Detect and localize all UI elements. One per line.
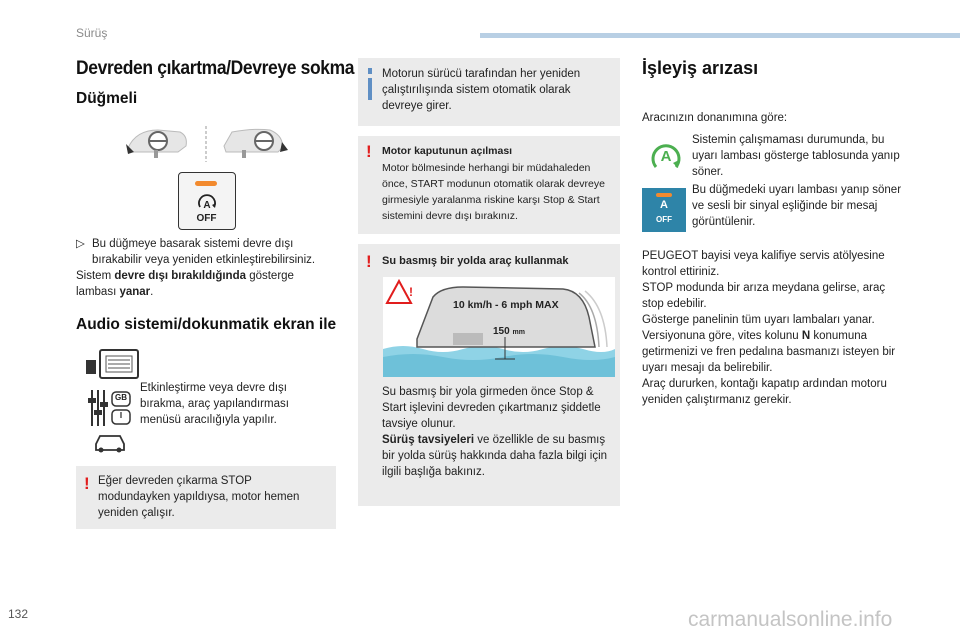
blue-off-button-icon: [642, 188, 686, 232]
info-icon-dot: [368, 68, 372, 74]
warning-icon: !: [84, 474, 90, 493]
stop-start-off-button[interactable]: [178, 172, 236, 230]
text-run: Su basmış bir yola girmeden önce Stop & Start işlevini devreden çıkartmanız şiddetle tavsiye olunur.: [382, 386, 601, 430]
info-note: [358, 58, 620, 126]
item2-text: Bu düğmedeki uyarı lambası yanıp söner ve sesli bir sinyal eşliğinde bir mesaj görüntülenir.: [692, 184, 902, 228]
gb-label: GB: [115, 393, 127, 402]
intro-text: Aracınızın donanımına göre:: [642, 112, 788, 124]
text-run: konumuna getirmenizi ve fren pedalına basmanızı isteyen bir uyarı mesajı da belirebilir.: [642, 330, 896, 374]
item1-text: Sistemin çalışmaması durumunda, bu uyarı lambası gösterge tablosunda yanıp söner.: [692, 134, 900, 178]
svg-text:A: A: [203, 200, 211, 211]
i-label: I: [119, 411, 123, 420]
indicator-line: [76, 268, 346, 300]
dashboard-illustration: [118, 122, 294, 166]
text-run: .: [150, 286, 154, 298]
text-run: ve özellikle de su basmış bir yolda sürüş hakkında daha fazla bilgi için ilgili başlığa bakınız.: [382, 434, 608, 478]
green-a-letter: A: [660, 148, 672, 165]
warning-icon: !: [366, 142, 372, 161]
depth-value: 150: [493, 326, 510, 337]
blue-a-letter: A: [660, 199, 668, 211]
para-line: Araç dururken, kontağı kapatıp ardından motoru yeniden çalıştırmanız gerekir.: [642, 378, 887, 406]
bullet-glyph: ▷: [76, 238, 85, 250]
bullet-text: Bu düğmeye basarak sistemi devre dışı bırakabilir veya yeniden etkinleştirebilirsiniz.: [92, 238, 316, 266]
warning-icon: !: [366, 252, 372, 271]
page-title: Devreden çıkartma/Devreye sokma: [76, 58, 355, 79]
screen-icon: [86, 360, 96, 374]
blue-off-label: OFF: [656, 215, 672, 224]
hood-title: Motor kaputunun açılması: [382, 145, 513, 157]
para-line: Gösterge panelinin tüm uyarı lambaları yanar.: [642, 314, 875, 326]
text-bold: devre dışı bırakıldığında: [114, 270, 246, 282]
malfunction-paragraph: [642, 248, 910, 408]
warning-text: Eğer devreden çıkarma STOP modundayken yapıldıysa, motor hemen yeniden çalışır.: [98, 475, 300, 519]
hood-warning-note: [358, 136, 620, 234]
warning-lamp: [195, 181, 217, 186]
text-bold: N: [801, 330, 811, 342]
flood-title: Su basmış bir yolda araç kullanmak: [382, 255, 569, 267]
text-run: Sistem: [76, 270, 115, 282]
pic-warning: !: [409, 285, 413, 299]
info-text: Motorun sürücü tarafından her yeniden çalıştırılışında sistem otomatik olarak devreye girer.: [382, 68, 581, 112]
para-line: STOP modunda bir arıza meydana gelirse, araç stop edebilir.: [642, 282, 886, 310]
text-run: lambası: [76, 286, 120, 298]
section-bar: [480, 33, 960, 38]
audio-text: Etkinleştirme veya devre dışı bırakma, araç yapılandırması menüsü aracılığıyla yapılır.: [140, 382, 289, 426]
section-label: Sürüş: [76, 26, 108, 40]
page-number: 132: [8, 607, 29, 621]
auto-a-icon: [196, 193, 218, 213]
off-label: OFF: [196, 213, 217, 224]
text-run: Versiyonuna göre, vites kolunu: [642, 330, 802, 342]
restart-warning-note: [76, 466, 336, 529]
text-bold: Sürüş tavsiyeleri: [382, 434, 475, 446]
depth-label: [493, 326, 525, 337]
button-heading: Düğmeli: [76, 90, 138, 107]
text-bold: yanar: [119, 286, 151, 298]
depth-unit: mm: [512, 329, 525, 336]
speed-limit-label: 10 km/h - 6 mph MAX: [453, 299, 559, 311]
warning-lamp: [656, 193, 672, 197]
flood-text: [382, 384, 608, 480]
para-line: PEUGEOT bayisi veya kalifiye servis atölyesine kontrol ettiriniz.: [642, 250, 885, 278]
text-run: gösterge: [246, 270, 294, 282]
audio-heading: Audio sistemi/dokunmatik ekran ile: [76, 316, 337, 333]
info-icon: [368, 78, 372, 100]
hood-text: Motor bölmesinde herhangi bir müdahaleden önce, START modunun otomatik olarak devreye girmesiyle yaralanma riskine karşı Stop & Start sistemini devre dışı bırakınız.: [382, 162, 605, 222]
para-line: [642, 328, 910, 376]
malfunction-title: İşleyiş arızası: [642, 58, 759, 78]
watermark: carmanualsonline.info: [688, 608, 893, 631]
